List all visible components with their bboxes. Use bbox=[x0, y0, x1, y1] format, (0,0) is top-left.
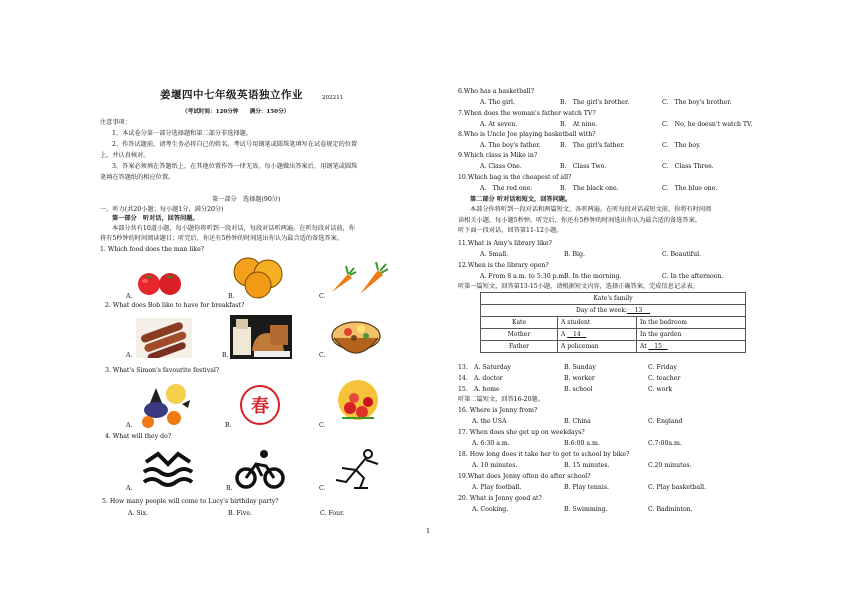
job-cell: A student bbox=[558, 317, 637, 329]
option: C. Class Three. bbox=[662, 163, 714, 170]
option: C.7:00a.m. bbox=[648, 440, 682, 447]
option: A. The girl. bbox=[480, 99, 515, 106]
option-label: A. bbox=[126, 485, 133, 492]
option: B. Five. bbox=[228, 510, 252, 517]
question-7: 7.When does the woman's father watch TV? bbox=[458, 110, 596, 117]
option: C. The boy. bbox=[662, 142, 701, 149]
option: B. 15 minutes. bbox=[564, 462, 610, 469]
option: B. The girl's brother. bbox=[560, 99, 630, 106]
question-6: 6.Who has a basketball? bbox=[458, 88, 535, 95]
option: A. At seven. bbox=[480, 121, 518, 128]
question-3: 3. What's Simon's favourite festival? bbox=[105, 367, 220, 374]
blank-14: 14 bbox=[573, 331, 581, 338]
day-label: Day of the week: bbox=[576, 307, 628, 314]
option: B. Sunday bbox=[564, 364, 596, 371]
option: C. Beautiful. bbox=[662, 251, 702, 258]
option: C.20 minutes. bbox=[648, 462, 692, 469]
family-member: Father bbox=[481, 341, 558, 353]
option: A. the USA bbox=[472, 418, 507, 425]
option: C. No, he doesn't watch TV. bbox=[662, 121, 753, 128]
option: C. work bbox=[648, 386, 673, 393]
option: B. The black one. bbox=[560, 185, 619, 192]
notice-line: 2、作答试题前，请考生务必将自己的姓名、考试号用钢笔或圆珠笔填写在试卷规定的位置 bbox=[112, 141, 358, 148]
sausages-image bbox=[136, 318, 192, 358]
option-label: A. bbox=[126, 293, 133, 300]
part1-sub: 第一部分 听对话，回答问题。 bbox=[112, 215, 199, 222]
question-20: 20. What is Jenny good at? bbox=[458, 495, 542, 502]
option-label: C. bbox=[319, 485, 326, 492]
option: C. Friday bbox=[648, 364, 677, 371]
place-cell bbox=[637, 341, 746, 353]
part1-instruction: 本部分共有10道小题，每小题你将听到一段对话，每段对话听两遍。在听每段对话前，你 bbox=[112, 225, 355, 232]
option: C. In the afternoon. bbox=[662, 273, 724, 280]
question-1: 1. Which food does the man like? bbox=[100, 246, 205, 253]
option: A. Cooking. bbox=[472, 506, 509, 513]
option: B. The girl's father. bbox=[560, 142, 625, 149]
place-prefix: At bbox=[640, 343, 647, 350]
question-13: 13. A. Saturday bbox=[458, 364, 511, 371]
part2-instruction: 本部分你将听到一段对话和两篇短文，各听两遍。在听每段对话或短文前，你将有时间阅 bbox=[470, 206, 712, 213]
job-prefix: A bbox=[561, 331, 566, 338]
part1-title: 第一部分 选择题(90分) bbox=[212, 196, 281, 203]
option: A. The red one. bbox=[480, 185, 533, 192]
option: B. Big. bbox=[564, 251, 585, 258]
option: A. 6:30 a.m. bbox=[472, 440, 510, 447]
option-label: B. bbox=[222, 352, 229, 359]
option: B. Swimming. bbox=[564, 506, 608, 513]
table-row bbox=[481, 341, 746, 353]
option: C. England bbox=[648, 418, 683, 425]
flower-festival-image bbox=[332, 378, 384, 428]
passage1-instruction: 听第一篇短文，回答第13-15小题，请根据短文内容，选择正确答案，完成信息记录表。 bbox=[458, 283, 699, 290]
swimming-icon bbox=[142, 450, 194, 488]
option: A. Play football. bbox=[472, 484, 522, 491]
passage2-instruction: 听第二篇短文，回答16-20题。 bbox=[458, 396, 544, 403]
option: A. From 8 a.m. to 5:30 p.m. bbox=[480, 273, 567, 280]
option: B. China bbox=[564, 418, 591, 425]
job-cell bbox=[558, 329, 637, 341]
part2-instruction: 听下面一段对话，回答第11-12小题。 bbox=[458, 227, 563, 234]
part1-instruction: 将有5秒钟的时间阅读题目；听完后，你还有5秒钟的时间选出你认为最合适的备选答案。 bbox=[100, 235, 343, 242]
question-2: 2. What does Bob like to have for breakfast? bbox=[105, 302, 245, 309]
notice-line: 笔填在答题纸的相应位置。 bbox=[100, 174, 175, 181]
option: C. teacher bbox=[648, 375, 681, 382]
question-8: 8.Who is Uncle Joe playing basketball with? bbox=[458, 131, 596, 138]
place-cell: In the bedroom bbox=[637, 317, 746, 329]
notice-line: 1、本试卷分第一部分选择题和第二部分非选择题。 bbox=[112, 130, 253, 137]
option: A. 10 minutes. bbox=[472, 462, 518, 469]
option: C. Play basketball. bbox=[648, 484, 707, 491]
family-member: Mother bbox=[481, 329, 558, 341]
option: C. Badminton. bbox=[648, 506, 693, 513]
question-14: 14. A. doctor bbox=[458, 375, 503, 382]
option: C. Four. bbox=[320, 510, 345, 517]
blank-15: 15 bbox=[654, 343, 662, 350]
question-12: 12.When is the library open? bbox=[458, 262, 549, 269]
question-15: 15. A. home bbox=[458, 386, 500, 393]
part2-sub: 第二部分 听对话和短文，回答问题。 bbox=[470, 196, 572, 203]
tomatoes-image bbox=[136, 266, 184, 298]
notice-line: 上，并认真核对。 bbox=[100, 152, 150, 159]
option: B. Play tennis. bbox=[564, 484, 610, 491]
blank-13: 13 bbox=[634, 307, 643, 314]
option-label: B. bbox=[226, 485, 233, 492]
question-11: 11.What is Amy's library like? bbox=[458, 240, 552, 247]
question-5: 5. How many people will come to Lucy's birthday party? bbox=[102, 498, 279, 505]
option: C. The boy's brother. bbox=[662, 99, 732, 106]
option: B. worker bbox=[564, 375, 595, 382]
day-of-week-cell bbox=[481, 305, 746, 317]
option-label: B. bbox=[228, 293, 235, 300]
question-17: 17. When does she get up on weekdays? bbox=[458, 429, 585, 436]
option: A. Class One. bbox=[480, 163, 522, 170]
exam-title: 姜堰四中七年级英语独立作业 bbox=[160, 89, 303, 101]
cycling-icon bbox=[234, 448, 286, 490]
carrots-image bbox=[328, 262, 388, 296]
exam-code: 202211 bbox=[322, 95, 344, 101]
halloween-image bbox=[134, 380, 196, 430]
listening-section: 一、听力(共20小题；每小题1分，满分20分) bbox=[100, 206, 224, 213]
table-row bbox=[481, 317, 746, 329]
notice-line: 3、答案必须填在答题纸上，在其他位置作答一律无效。每小题做出答案后，用钢笔或圆珠 bbox=[112, 163, 358, 170]
option-label: C. bbox=[319, 422, 326, 429]
oranges-image bbox=[228, 255, 288, 299]
option: A. The boy's father. bbox=[480, 142, 541, 149]
option: B. At nine. bbox=[560, 121, 598, 128]
spring-festival-image bbox=[234, 384, 286, 426]
page-number: 1 bbox=[426, 527, 431, 535]
table-row bbox=[481, 305, 746, 317]
question-10: 10.Which bag is the cheapest of all? bbox=[458, 174, 572, 181]
option: B. Class Two. bbox=[560, 163, 607, 170]
bread-milk-image bbox=[230, 315, 292, 359]
question-18: 18. How long does it take her to get to school by bike? bbox=[458, 451, 630, 458]
option-label: A. bbox=[126, 422, 133, 429]
option: B. school bbox=[564, 386, 593, 393]
skating-icon bbox=[330, 448, 386, 492]
option-label: C. bbox=[319, 352, 326, 359]
family-member: Kate bbox=[481, 317, 558, 329]
option-label: A. bbox=[126, 352, 133, 359]
option-label: C. bbox=[319, 293, 326, 300]
option: B. In the morning. bbox=[564, 273, 622, 280]
option: A. Six. bbox=[128, 510, 149, 517]
question-4: 4. What will they do? bbox=[105, 433, 172, 440]
job-cell: A policeman bbox=[558, 341, 637, 353]
option: C. The blue one. bbox=[662, 185, 718, 192]
question-19: 19.What does Jenny often do after school? bbox=[458, 473, 591, 480]
notice-heading: 注意事项： bbox=[100, 119, 131, 126]
option: B.6:00 a.m. bbox=[564, 440, 600, 447]
table-row bbox=[481, 329, 746, 341]
option-label: B. bbox=[225, 422, 232, 429]
svg-text:春: 春 bbox=[251, 396, 269, 417]
table-title: Kate's family bbox=[481, 293, 746, 305]
place-cell: In the garden bbox=[637, 329, 746, 341]
option: A. Small. bbox=[480, 251, 509, 258]
kate-family-table bbox=[480, 292, 746, 353]
noodle-bowl-image bbox=[330, 316, 382, 362]
exam-info: （考试时间：120分钟 满分：150分） bbox=[182, 109, 290, 115]
question-9: 9.Which class is Mike in? bbox=[458, 152, 538, 159]
question-16: 16. Where is Jenny from? bbox=[458, 407, 538, 414]
table-row bbox=[481, 293, 746, 305]
part2-instruction: 读相关小题，每小题5秒钟。听完后，你还有5秒钟的时间选出你认为最合适的备选答案。 bbox=[458, 217, 701, 224]
